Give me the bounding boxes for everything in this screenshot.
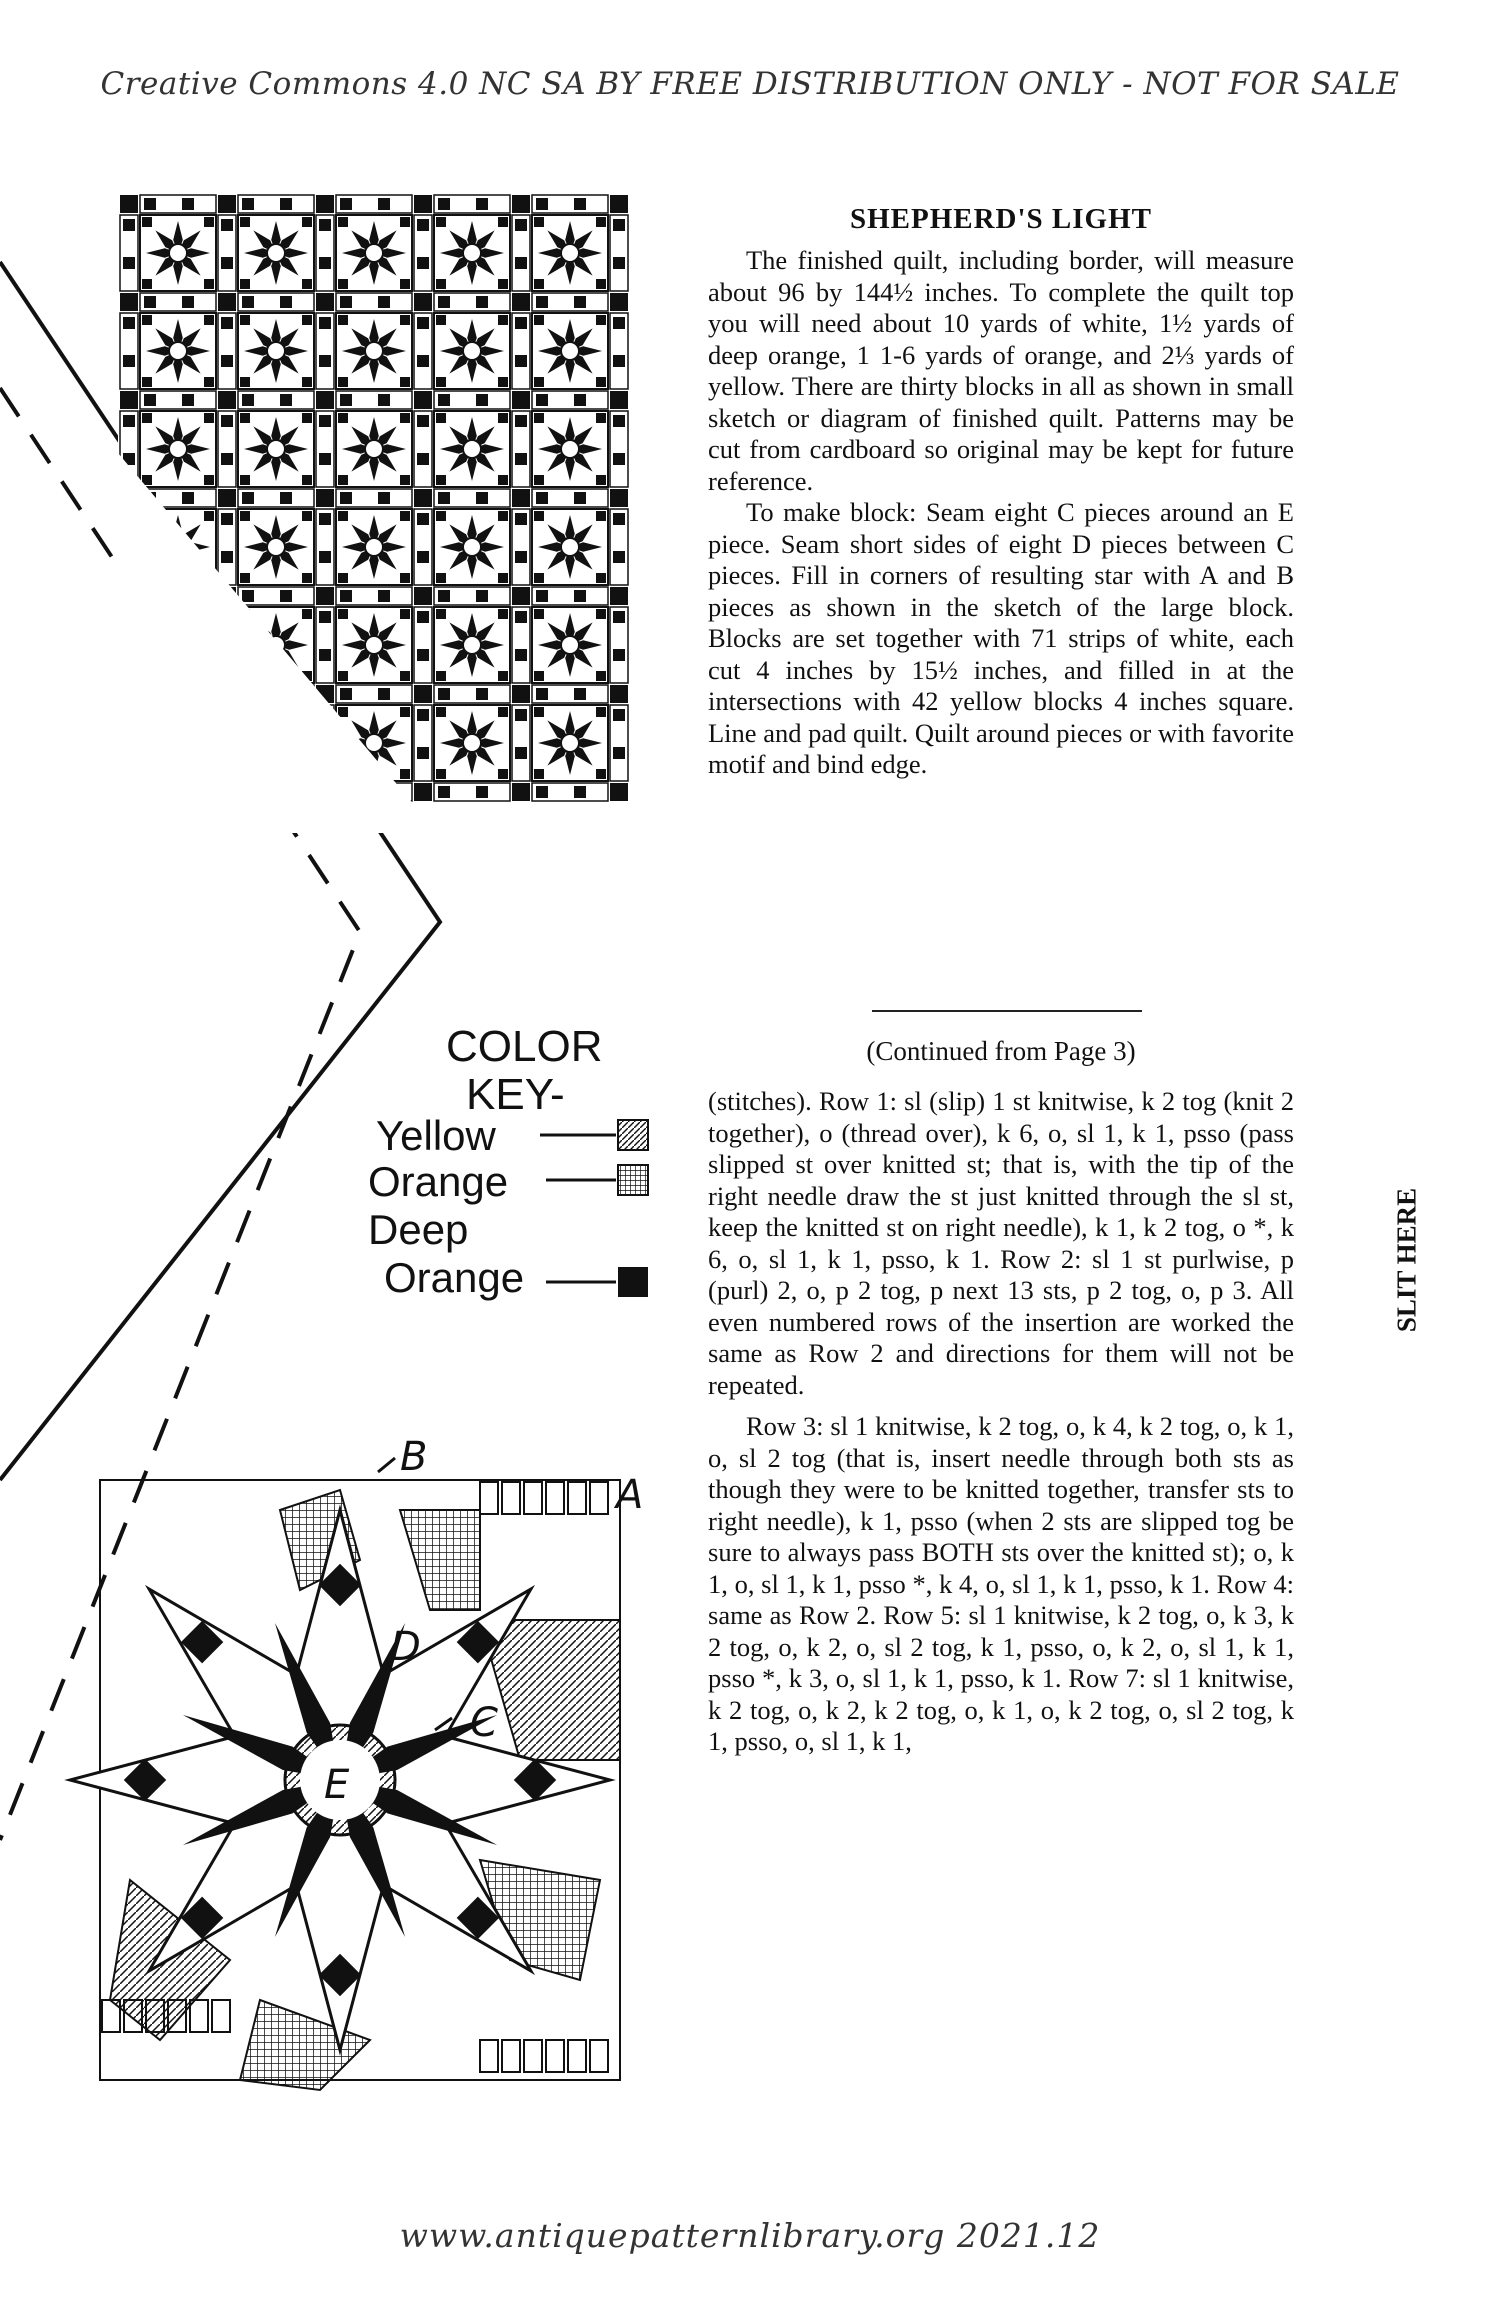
color-key-swatches [520, 1110, 660, 1310]
article-paragraph-1: The finished quilt, including border, will measure about 96 by 144½ inches. To complete the quilt top you will need about 10 yards of white, 1½ yards of deep orange, 1 1-6 yards of orange, and 2⅓ yards of yellow. There are thirty blocks in all as shown in small sketch or diagram of finished quilt. Patterns may be cut from cardboard so original may be kept for future reference. [708, 245, 1294, 496]
key-label-yellow: Yellow [376, 1112, 496, 1159]
yellow-swatch-icon [618, 1120, 648, 1150]
deep-orange-swatch-icon [618, 1267, 648, 1297]
continued-body [708, 1086, 1294, 1758]
block-diagram [40, 1440, 660, 2120]
divider [872, 1010, 1142, 1012]
orange-swatch-icon [618, 1165, 648, 1195]
label-b: B [400, 1440, 428, 1480]
license-banner: Creative Commons 4.0 NC SA BY FREE DISTRIBUTION ONLY - NOT FOR SALE [100, 66, 1400, 102]
article-title: SHEPHERD'S LIGHT [849, 203, 1153, 235]
footer-url: www.antiquepatternlibrary.org 2021.12 [399, 2216, 1101, 2255]
label-c: C [470, 1700, 498, 1746]
key-label-deep-orange: Orange [384, 1254, 525, 1301]
continued-paragraph-2: Row 3: sl 1 knitwise, k 2 tog, o, k 4, k 2 tog, o, k 1, o, sl 2 tog (that is, insert needle through both sts as though they were to be knitted together, transfer sts to right needle), k 1, psso (when 2 sts are slipped tog be sure to always pass BOTH sts over the knitted st); o, k 1, o, sl 1, k 1, psso *, k 4, o, sl 1, k 1, psso, k 1. Row 4: same as Row 2. Row 5: sl 1 knitwise, k 2 tog, o, k 3, k 2 tog, o, k 2, o, sl 2 tog, k 1, psso, o, k 2, o, sl 1, k 1, psso *, k 3, o, sl 1, k 1, psso, k 1. Row 7: sl 1 knitwise, k 2 tog, o, k 2, k 2 tog, o, k 1, o, k 2 tog, o, sl 2 tog, k 1, psso, o, sl 1, k 1, [708, 1411, 1294, 1756]
continued-label: (Continued from Page 3) [866, 1036, 1136, 1066]
color-key-title-1: COLOR [446, 1022, 603, 1071]
quilt-diagram [118, 193, 678, 833]
slit-here-label: SLIT HERE [1391, 1187, 1422, 1333]
article-paragraph-2: To make block: Seam eight C pieces around an E piece. Seam short sides of eight D pieces between C pieces. Fill in corners of resulting star with A and B pieces as shown in the sketch of the large block. Blocks are set together with 71 strips of white, each cut 4 inches by 15½ inches, and filled in at the intersections with 42 yellow blocks 4 inches square. Line and pad quilt. Quilt around pieces or with favorite motif and bind edge. [708, 497, 1294, 779]
label-e: E [324, 1762, 350, 1808]
label-a: A [616, 1472, 644, 1518]
key-label-deep: Deep [368, 1206, 469, 1253]
label-d: D [390, 1624, 421, 1670]
continued-paragraph-1: (stitches). Row 1: sl (slip) 1 st knitwise, k 2 tog (knit 2 together), o (thread over), k 6, o, sl 1, k 1, psso (pass slipped st over knitted st; that is, with the tip of the right needle draw the st just knitted through the sl st, keep the knitted st on right needle), k 1, k 2 tog, o *, k 6, o, sl 1, k 1, psso, k 1. Row 2: sl 1 st purlwise, p (purl) 2, o, p 2 tog, p next 13 sts, p 2 tog, o, p 3. All even numbered rows of the insertion are worked the same as Row 2 and directions for them will not be repeated. [708, 1086, 1294, 1400]
key-label-orange: Orange [368, 1158, 509, 1205]
color-key-title-2: KEY- [466, 1070, 565, 1119]
article-body [708, 245, 1294, 781]
